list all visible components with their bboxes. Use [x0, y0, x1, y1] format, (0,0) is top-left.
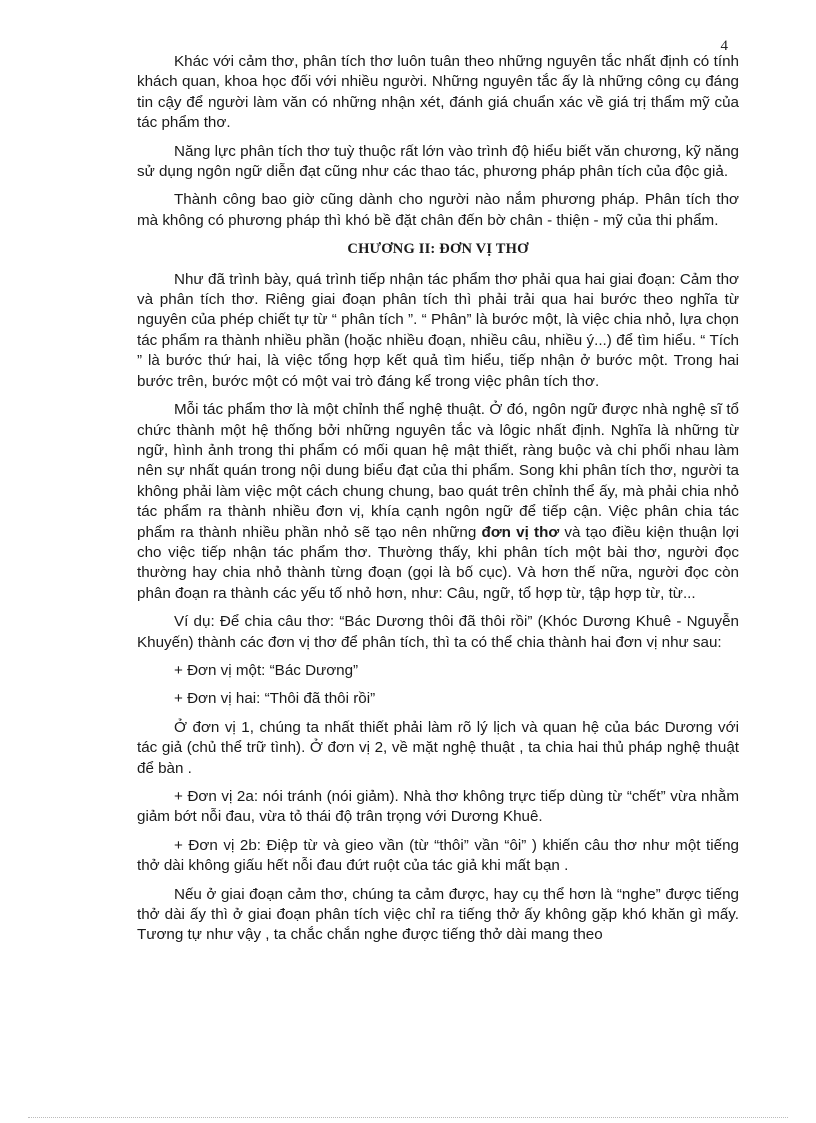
- paragraph: Khác với cảm thơ, phân tích thơ luôn tuân theo những nguyên tắc nhất định có tính khách quan, khoa học đối với nhiều người. Những nguyên tắc ấy là những công cụ đáng tin cậy để người làm văn có những nhận xét, đánh giá chuẩn xác về giá trị thẩm mỹ của tác phẩm thơ.: [137, 53, 739, 132]
- paragraph: Nếu ở giai đoạn cảm thơ, chúng ta cảm được, hay cụ thể hơn là “nghe” được tiếng thở dài ấy thì ở giai đoạn phân tích việc chỉ ra tiếng thở ấy không gặp khó khăn gì mấy. Tương tự như vậy , ta chắc chắn nghe được tiếng thở dài mang theo: [137, 885, 739, 944]
- paragraph: [137, 400, 739, 604]
- paragraph: Ví dụ: Để chia câu thơ: “Bác Dương thôi đã thôi rồi” (Khóc Dương Khuê - Nguyễn Khuyến) thành các đơn vị thơ để phân tích, thì ta có thể chia thành hai đơn vị như sau:: [137, 613, 739, 651]
- paragraph-text: Mỗi tác phẩm thơ là một chỉnh thể nghệ thuật. Ở đó, ngôn ngữ được nhà nghệ sĩ tổ chức thành một hệ thống bởi những nguyên tắc và lôgic nhất định. Nghĩa là những từ ngữ, hình ảnh trong thi phẩm có mối quan hệ mật thiết, ràng buộc và chi phối nhau làm nên sự nhất quán trong nội dung biểu đạt của thi phẩm. Song khi phân tích thơ, người ta không phải làm việc một cách chung chung, bao quát trên chỉnh thể ấy, mà phải chia nhỏ tác phẩm ra thành nhiều đơn vị, khía cạnh ngôn ngữ để tiếp cận. Việc phân chia tác phẩm ra thành nhiều phần nhỏ sẽ tạo nên những: [137, 401, 739, 541]
- list-item: + Đơn vị 2a: nói tránh (nói giảm). Nhà thơ không trực tiếp dùng từ “chết” vừa nhằm giảm bớt nỗi đau, vừa tỏ thái độ trân trọng với Dương Khuê.: [137, 788, 739, 826]
- list-item: + Đơn vị hai: “Thôi đã thôi rồi”: [174, 690, 376, 708]
- paragraph: Như đã trình bày, quá trình tiếp nhận tác phẩm thơ phải qua hai giai đoạn: Cảm thơ và phân tích thơ. Riêng giai đoạn phân tích thì phải trải qua hai bước theo nghĩa từ nguyên của phép chiết tự từ “ phân tích ”. “ Phân” là bước một, là việc chia nhỏ, lựa chọn tác phẩm ra thành nhiều phần (hoặc nhiều đoạn, nhiều câu, nhiều ý...) để tìm hiểu. “ Tích ” là bước thứ hai, là việc tổng hợp kết quả tìm hiểu, tiếp nhận ở bước một. Trong hai bước trên, bước một có một vai trò đáng kể trong việc phân tích thơ.: [137, 270, 739, 390]
- bold-term: đơn vị thơ: [481, 523, 560, 541]
- paragraph: Thành công bao giờ cũng dành cho người nào nắm phương pháp. Phân tích thơ mà không có phương pháp thì khó bề đặt chân đến bờ chân - thiện - mỹ của thi phẩm.: [137, 191, 739, 229]
- chapter-title: CHƯƠNG II: ĐƠN VỊ THƠ: [347, 241, 529, 258]
- page-bottom-divider: [28, 1117, 788, 1118]
- paragraph: Ở đơn vị 1, chúng ta nhất thiết phải làm rõ lý lịch và quan hệ của bác Dương với tác giả (chủ thể trữ tình). Ở đơn vị 2, về mặt nghệ thuật , ta chia hai thủ pháp nghệ thuật để bàn .: [137, 718, 739, 777]
- document-body: [137, 52, 739, 954]
- list-item: + Đơn vị một: “Bác Dương”: [174, 661, 359, 679]
- page-number: 4: [720, 38, 728, 54]
- paragraph-text: và tạo điều kiện thuận lợi cho việc tiếp nhận tác phẩm thơ. Thường thấy, khi phân tích một bài thơ, người đọc thường hay chia nhỏ thành từng đoạn (gọi là bố cục). Và hơn thế nữa, người đọc còn phân đoạn ra thành các yếu tố nhỏ hơn, như: Câu, ngữ, tổ hợp từ, tập hợp từ, từ...: [137, 523, 739, 602]
- paragraph: Năng lực phân tích thơ tuỳ thuộc rất lớn vào trình độ hiểu biết văn chương, kỹ năng sử dụng ngôn ngữ diễn đạt cũng như các thao tác, phương pháp phân tích của độc giả.: [137, 142, 739, 181]
- list-item: + Đơn vị 2b: Điệp từ và gieo vần (từ “thôi” vần “ôi” ) khiến câu thơ như một tiếng thở dài không giấu hết nỗi đau đứt ruột của tác giả khi mất bạn .: [137, 836, 739, 875]
